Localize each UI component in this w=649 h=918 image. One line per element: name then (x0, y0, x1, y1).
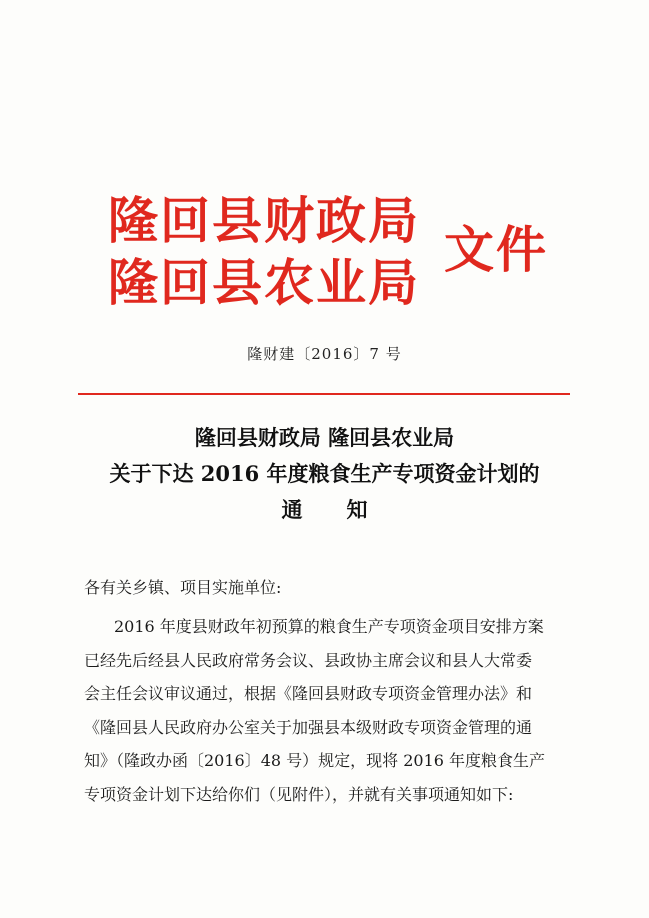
title-line-notice: 通知 (281, 497, 412, 522)
document-type-label: 文件 (444, 221, 548, 279)
body-paragraph (84, 610, 584, 811)
notice-title (0, 420, 649, 528)
body-line: 《隆回县人民政府办公室关于加强县本级财政专项资金管理的通 (84, 717, 533, 737)
body-line: 2016 年度县财政年初预算的粮食生产专项资金项目安排方案 (114, 617, 544, 636)
body-line: 专项资金计划下达给你们（见附件），并就有关事项通知如下: (84, 784, 514, 804)
title-line-issuers: 隆回县财政局 隆回县农业局 (194, 425, 455, 450)
red-divider-line (78, 393, 570, 395)
body-line: 会主任会议审议通过，根据《隆回县财政专项资金管理办法》和 (84, 684, 533, 703)
issuer-finance-bureau: 隆回县财政局 (108, 192, 420, 250)
issuer-names (108, 190, 420, 314)
title-line-subject: 关于下达 2016 年度粮食生产专项资金计划的 (109, 461, 540, 486)
salutation: 各有关乡镇、项目实施单位: (84, 578, 282, 597)
document-number: 隆财建〔2016〕7 号 (247, 345, 402, 363)
body-line: 已经先后经县人民政府常务会议、县政协主席会议和县人大常委 (84, 650, 533, 670)
body-line: 知》（隆政办函〔2016〕48 号）规定，现将 2016 年度粮食生产 (84, 751, 546, 770)
issuer-agriculture-bureau: 隆回县农业局 (108, 254, 420, 312)
